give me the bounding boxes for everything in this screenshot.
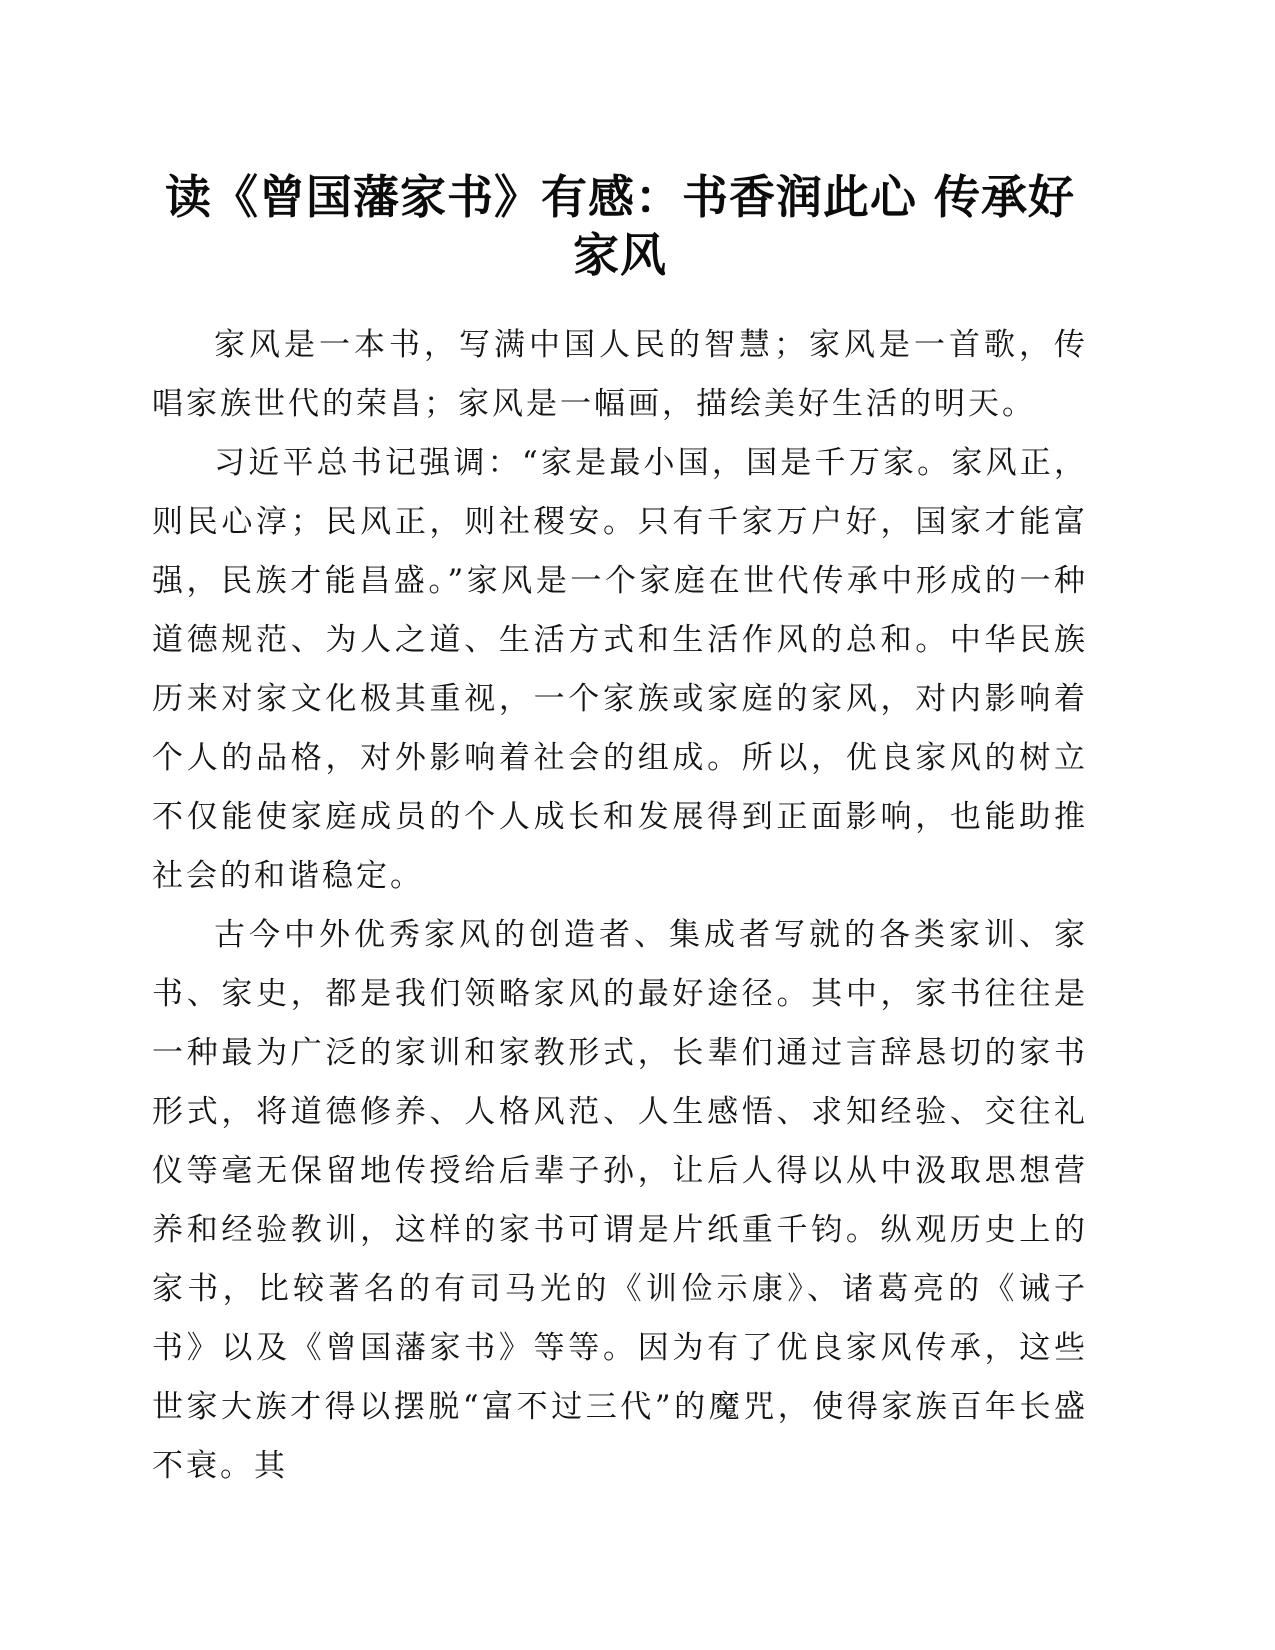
document-title: 读《曾国藩家书》有感：书香润此心 传承好家风 bbox=[164, 170, 1075, 282]
paragraph-3: 古今中外优秀家风的创造者、集成者写就的各类家训、家书、家史，都是我们领略家风的最好途径。其中，家书往往是一种最为广泛的家训和家教形式，长辈们通过言辞恳切的家书形式，将道德修养、人格风范、人生感悟、求知经验、交往礼仪等毫无保留地传授给后辈子孙，让后人得以从中汲取思想营养和经验教训，这样的家书可谓是片纸重千钧。纵观历史上的家书，比较著名的有司马光的《训俭示康》、诸葛亮的《诫子书》以及《曾国藩家书》等等。因为有了优良家风传承，这些世家大族才得以摆脱“富不过三代”的魔咒，使得家族百年长盛不衰。其 bbox=[152, 917, 1088, 1484]
paragraph-2: 习近平总书记强调：“家是最小国，国是千万家。家风正，则民心淳；民风正，则社稷安。只有千家万户好，国家才能富强，民族才能昌盛。”家风是一个家庭在世代传承中形成的一种道德规范、为人之道、生活方式和生活作风的总和。中华民族历来对家文化极其重视，一个家族或家庭的家风，对内影响着个人的品格，对外影响着社会的组成。所以，优良家风的树立不仅能使家庭成员的个人成长和发展得到正面影响，也能助推社会的和谐稳定。 bbox=[152, 445, 1088, 894]
paragraph-1: 家风是一本书，写满中国人民的智慧；家风是一首歌，传唱家族世代的荣昌；家风是一幅画，描绘美好生活的明天。 bbox=[152, 327, 1088, 422]
document-body bbox=[152, 316, 1088, 1496]
